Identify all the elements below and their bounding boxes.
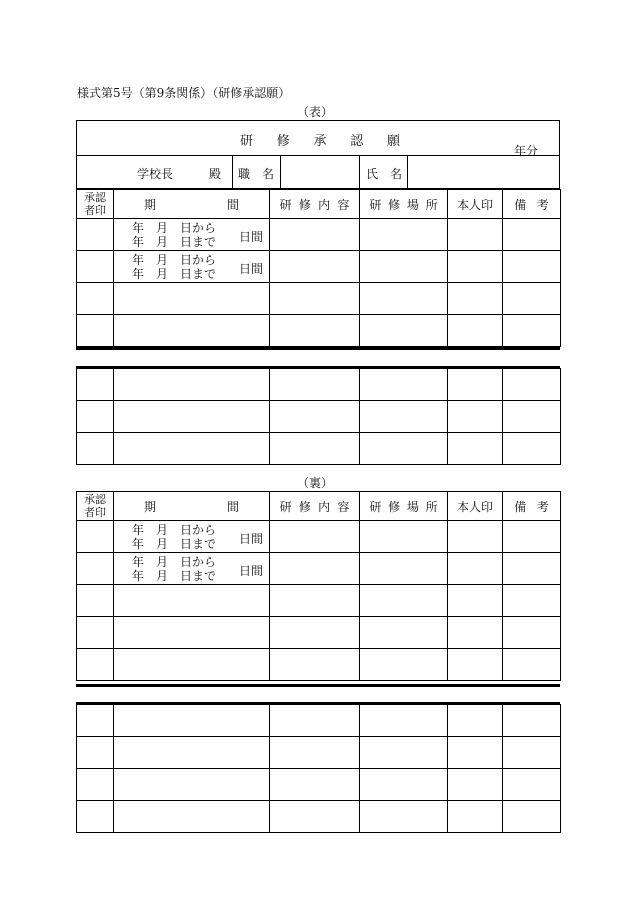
title-char: 認 [350,134,364,149]
table-row [77,585,561,617]
section-divider [76,347,560,350]
table-row [77,315,561,347]
form-title [240,130,400,149]
table-header-row [77,492,561,521]
name-label: 氏 名 [366,167,403,181]
personal-seal-header: 本人印 [448,492,503,521]
back-side-label: （裏） [296,476,333,490]
name-field[interactable] [409,157,559,187]
remarks-header: 備 考 [503,492,561,521]
position-label: 職 名 [238,167,275,181]
training-place-header: 研 修 場 所 [360,492,448,521]
position-field[interactable] [282,157,358,187]
period-cell[interactable]: 年 月 日から 年 月 日まで 日間 [114,219,270,251]
table-row [77,521,561,553]
table-header-row [77,190,561,219]
form-number-label: 様式第5号（第9条関係）（研修承認願） [77,86,291,100]
table-row [77,369,561,401]
title-char: 修 [276,134,290,149]
table-row [77,251,561,283]
principal-honorific: 殿 [209,167,222,181]
front-record-table [76,189,561,347]
table-row [77,737,561,769]
year-label: 年分 [514,144,539,158]
training-place-header: 研 修 場 所 [360,190,448,219]
period-cell[interactable]: 年 月 日から 年 月 日まで 日間 [114,251,270,283]
back-record-table [76,491,561,681]
period-cell[interactable]: 年 月 日から 年 月 日まで 日間 [114,521,270,553]
period-header: 期 間 [114,190,270,219]
personal-seal-header: 本人印 [448,190,503,219]
training-content-header: 研 修 内 容 [270,190,360,219]
table-row [77,219,561,251]
remarks-header: 備 考 [503,190,561,219]
title-char: 願 [386,134,400,149]
training-content-header: 研 修 内 容 [270,492,360,521]
front-side-label: （表） [296,105,333,119]
table-row [77,649,561,681]
front-continuation-table [76,368,561,465]
title-char: 研 [240,134,254,149]
table-row [77,433,561,465]
title-char: 承 [313,134,327,149]
table-row [77,401,561,433]
table-row [77,801,561,833]
period-header: 期 間 [114,492,270,521]
table-row [77,705,561,737]
approver-seal-header: 承認 者印 [77,492,114,521]
table-row [77,283,561,315]
period-cell[interactable]: 年 月 日から 年 月 日まで 日間 [114,553,270,585]
back-continuation-table [76,704,561,833]
principal-label: 学校長 [137,167,174,181]
approver-seal-header: 承認 者印 [77,190,114,219]
table-row [77,553,561,585]
section-divider [76,684,560,687]
table-row [77,617,561,649]
table-row [77,769,561,801]
